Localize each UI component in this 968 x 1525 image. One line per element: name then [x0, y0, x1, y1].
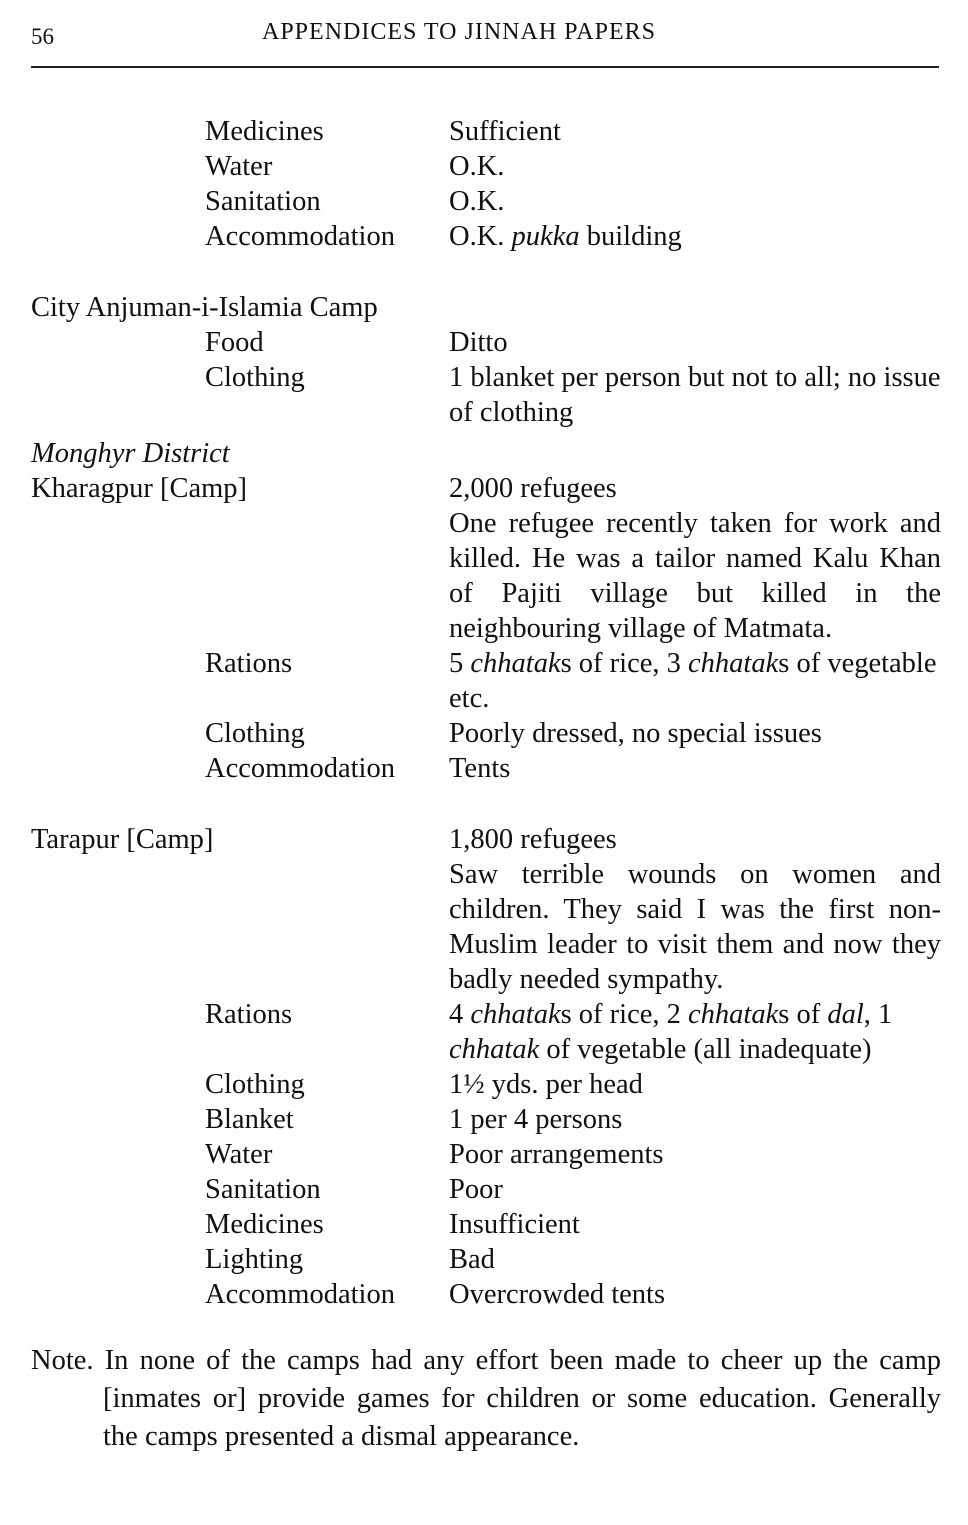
row-value: 1 per 4 persons: [449, 1104, 623, 1135]
running-head: APPENDICES TO JINNAH PAPERS: [262, 19, 656, 45]
row-label: Accommodation: [205, 1279, 395, 1310]
row-value: Ditto: [449, 327, 508, 358]
row-value: 5 chhataks of rice, 3 chhataks of vegetable etc.: [449, 648, 937, 714]
header-rule: [31, 66, 939, 68]
row-label: Accommodation: [205, 221, 395, 252]
table-row: [31, 1242, 941, 1277]
document-body: [31, 114, 941, 1456]
refugee-count: 2,000 refugees: [449, 473, 617, 504]
table-row: [31, 1067, 941, 1102]
camp-narrative: Saw terrible wounds on women and children. They said I was the first non-Muslim leader to visit them and now they badly needed sympathy.: [449, 859, 941, 995]
table-row: [31, 1207, 941, 1242]
camp-title-kharagpur: Kharagpur [Camp] 2,000 refugees: [31, 471, 941, 506]
refugee-count: 1,800 refugees: [449, 824, 617, 855]
table-row: [31, 1137, 941, 1172]
row-value: 1½ yds. per head: [449, 1069, 643, 1100]
row-label: Sanitation: [205, 186, 321, 217]
district-heading: Monghyr District: [31, 438, 230, 469]
row-label: Water: [205, 1139, 273, 1170]
note-paragraph: Note. In none of the camps had any effort been made to cheer up the camp [inmates or] provide games for children or some education. Generally the camps presented a dismal appearance.: [31, 1345, 941, 1452]
row-value: Poor arrangements: [449, 1139, 664, 1170]
table-row: [31, 149, 941, 184]
page-number: 56: [31, 24, 54, 49]
row-value: Sufficient: [449, 116, 561, 147]
table-row: [31, 1172, 941, 1207]
row-value: Overcrowded tents: [449, 1279, 666, 1310]
row-label: Lighting: [205, 1244, 304, 1275]
row-value: Poorly dressed, no special issues: [449, 718, 822, 749]
row-value: 1 blanket per person but not to all; no issue of clothing: [449, 362, 941, 428]
row-value: O.K. pukka building: [449, 221, 682, 252]
row-value: O.K.: [449, 186, 505, 217]
row-label: Accommodation: [205, 753, 395, 784]
row-label: Rations: [205, 999, 293, 1030]
table-row: [31, 184, 941, 219]
table-row: [31, 997, 941, 1067]
table-row: [31, 114, 941, 149]
table-row: [31, 1102, 941, 1137]
row-label: Medicines: [205, 116, 324, 147]
row-label: Clothing: [205, 718, 305, 749]
row-label: Medicines: [205, 1209, 324, 1240]
camp-title-tarapur: Tarapur [Camp] 1,800 refugees: [31, 822, 941, 857]
table-row: [31, 751, 941, 786]
row-label: Blanket: [205, 1104, 294, 1135]
table-row: [31, 1277, 941, 1312]
row-label: Water: [205, 151, 273, 182]
row-value: Insufficient: [449, 1209, 580, 1240]
row-label: Food: [205, 327, 264, 358]
table-row: [31, 716, 941, 751]
row-value: O.K.: [449, 151, 505, 182]
row-label: Rations: [205, 648, 293, 679]
row-label: Clothing: [205, 1069, 305, 1100]
row-label: Sanitation: [205, 1174, 321, 1205]
row-value: Tents: [449, 753, 511, 784]
table-row: [31, 360, 941, 430]
table-row: [31, 325, 941, 360]
camp-narrative: One refugee recently taken for work and killed. He was a tailor named Kalu Khan of Pajiti village but killed in the neighbouring village of Matmata.: [449, 508, 941, 644]
row-value: Poor: [449, 1174, 503, 1205]
camp-title-city: City Anjuman-i-Islamia Camp: [31, 292, 378, 323]
row-value: Bad: [449, 1244, 495, 1275]
row-value: 4 chhataks of rice, 2 chhataks of dal, 1 chhatak of vegetable (all inadequate): [449, 999, 893, 1065]
table-row: [31, 219, 941, 254]
row-label: Clothing: [205, 362, 305, 393]
table-row: [31, 646, 941, 716]
